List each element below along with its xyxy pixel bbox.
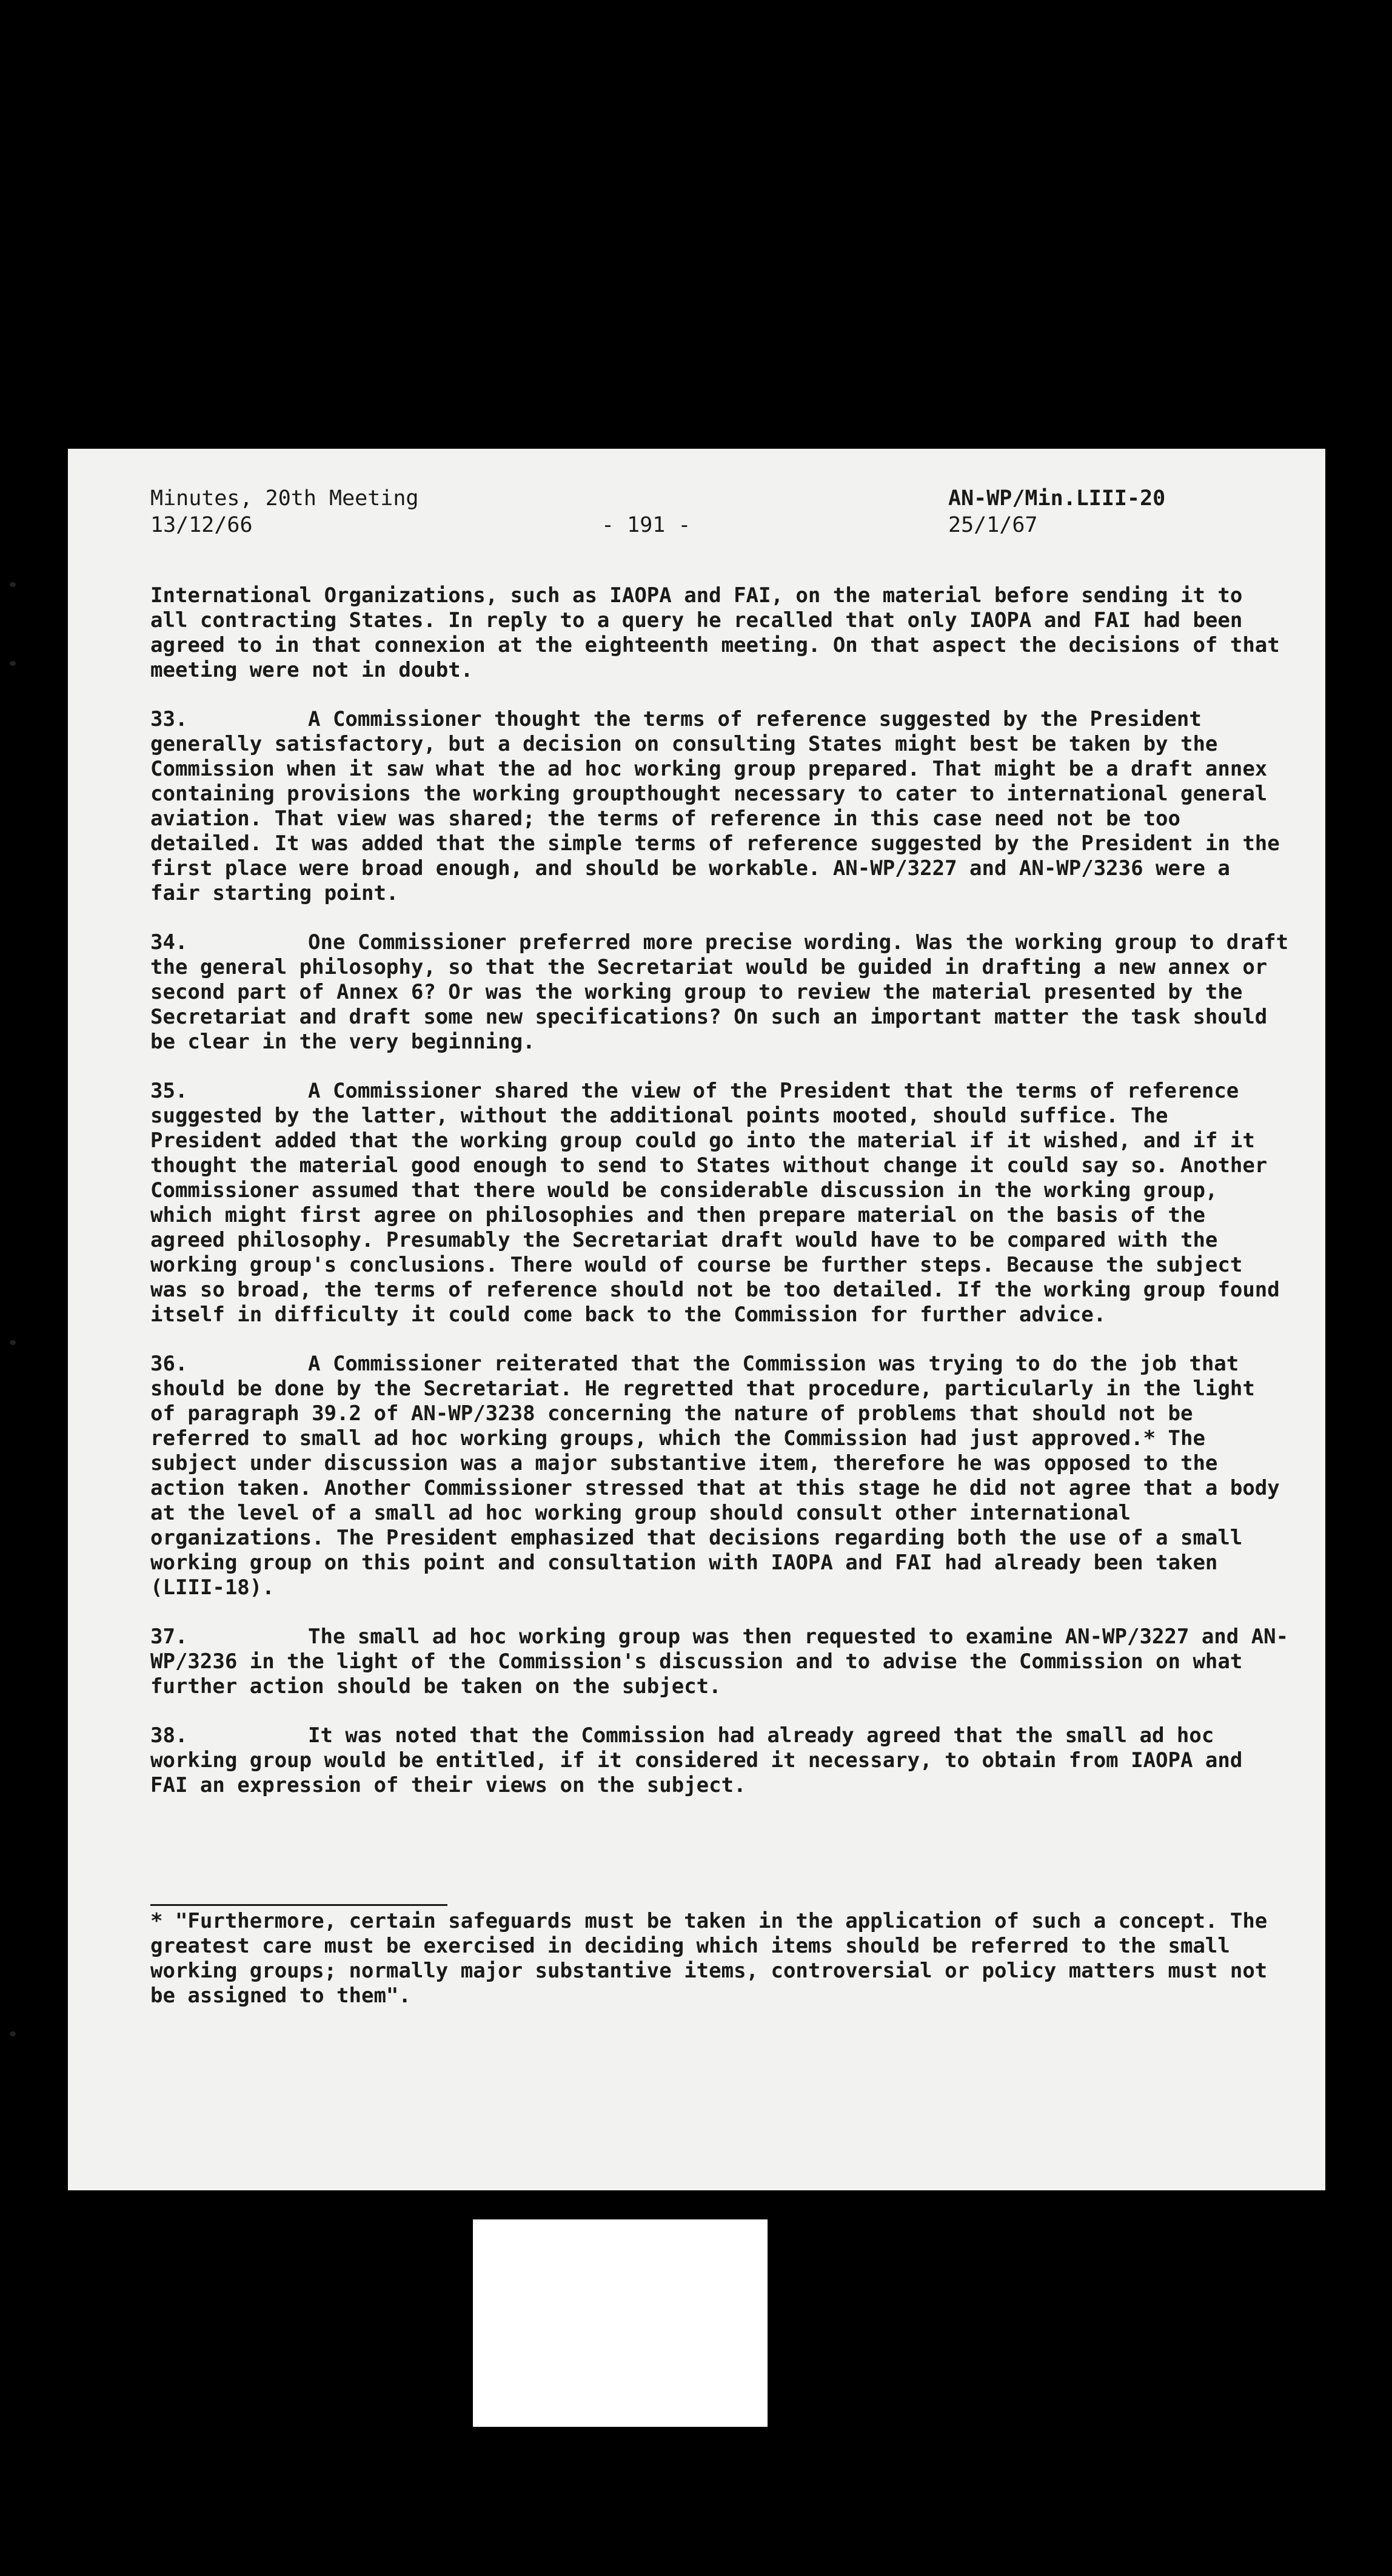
- meeting-title: Minutes, 20th Meeting: [150, 486, 419, 511]
- document-code: AN-WP/Min.LIII-20: [948, 486, 1166, 511]
- punch-mark: [10, 1340, 16, 1345]
- paragraph-text: A Commissioner thought the terms of reference suggested by the President generally satisfactory, but a decision on consulting States might best be taken by the Commission when it saw what the ad hoc working group prepared. That might be a draft annex containing provisions the working groupthought necessary to cater to international general aviation. That view was shared; the terms of reference in this case need not be too detailed. It was added that the simple terms of reference suggested by the President in the first place were broad enough, and should be workable. AN-WP/3227 and AN-WP/3236 were a fair starting point.: [150, 707, 1293, 905]
- paragraph: [150, 1352, 1293, 1600]
- paragraph-number: 35.: [150, 1079, 188, 1103]
- paragraph-number: 34.: [150, 930, 188, 954]
- meeting-date: 13/12/66: [150, 513, 253, 537]
- document-reference: [948, 485, 1165, 538]
- document-page: [68, 449, 1325, 2190]
- punch-mark: [10, 2031, 16, 2036]
- paragraph: [150, 1723, 1290, 1798]
- paragraph-number: 38.: [150, 1723, 188, 1748]
- footnote-divider: [150, 1904, 447, 1906]
- paragraph: [150, 583, 1293, 683]
- paragraph-text: One Commissioner preferred more precise wording. Was the working group to draft the general philosophy, so that the Secretariat would be guided in drafting a new annex or second part of Annex 6? Or was the working group to review the material presented by the Secretariat and draft some new specifications? On such an important matter the task should be clear in the very beginning.: [150, 930, 1301, 1054]
- blank-label-card: [473, 2219, 768, 2427]
- paragraph-number: 33.: [150, 707, 188, 731]
- footnote: * "Furthermore, certain safeguards must be taken in the application of such a concept. The greatest care must be exercised in deciding which items should be referred to the small working groups; normally major substantive items, controversial or policy matters must not be assigned to them".: [150, 1909, 1280, 2008]
- paragraph-number: 36.: [150, 1352, 188, 1376]
- paragraph-text: It was noted that the Commission had already agreed that the small ad hoc working group would be entitled, if it considered it necessary, to obtain from IAOPA and FAI an expression of their views on the subject.: [150, 1723, 1255, 1797]
- punch-mark: [10, 661, 16, 666]
- document-date: 25/1/67: [948, 513, 1038, 537]
- paragraph: [150, 930, 1301, 1055]
- paragraph: [150, 1079, 1293, 1327]
- paragraph-text: A Commissioner shared the view of the President that the terms of reference suggested by the latter, without the additional points mooted, should suffice. The President added that the working group could go into the material if it wished, and if it thought the material good enough to send to States without change it could say so. Another Commissioner assumed that there would be considerable discussion in the working group, which might first agree on philosophies and then prepare material on the basis of the agreed philosophy. Presumably the Secretariat draft would have to be compared with the working group's conclusions. There would of course be further steps. Because the subject was so broad, the terms of reference should not be too detailed. If the working group found itself in difficulty it could come back to the Commission for further advice.: [150, 1079, 1293, 1327]
- punch-mark: [10, 582, 16, 587]
- paragraph-text: International Organizations, such as IAOPA and FAI, on the material before sending it to all contracting States. In reply to a query he recalled that only IAOPA and FAI had been agreed to in that connexion at the eighteenth meeting. On that aspect the decisions of that meeting were not in doubt.: [150, 583, 1293, 682]
- paragraph: [150, 707, 1293, 906]
- paragraph-number: 37.: [150, 1625, 188, 1649]
- meeting-header: [150, 485, 419, 538]
- paragraph-text: The small ad hoc working group was then requested to examine AN-WP/3227 and AN-WP/3236 in the light of the Commission's discussion and to advise the Commission on what further action should be taken on the subject.: [150, 1625, 1289, 1699]
- paragraph-text: A Commissioner reiterated that the Commission was trying to do the job that should be done by the Secretariat. He regretted that procedure, particularly in the light of paragraph 39.2 of AN-WP/3238 concerning the nature of problems that should not be referred to small ad hoc working groups, which the Commission had just approved.* The subject under discussion was a major substantive item, therefore he was opposed to the action taken. Another Commissioner stressed that at this stage he did not agree that a body at the level of a small ad hoc working group should consult other international organizations. The President emphasized that decisions regarding both the use of a small working group on this point and consultation with IAOPA and FAI had already been taken (LIII-18).: [150, 1352, 1293, 1600]
- page-number: - 191 -: [601, 513, 691, 537]
- paragraph: [150, 1625, 1290, 1699]
- document-body: [150, 583, 1301, 1822]
